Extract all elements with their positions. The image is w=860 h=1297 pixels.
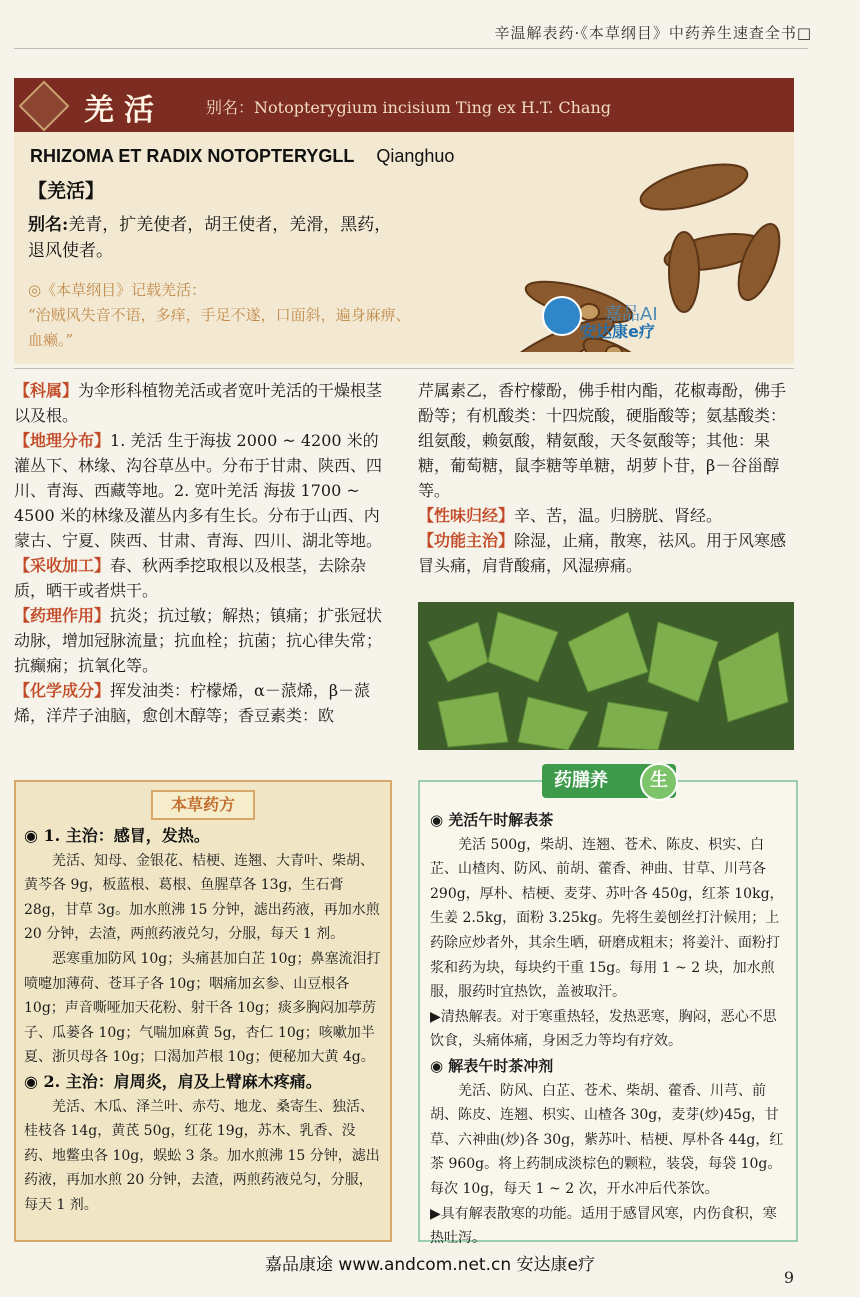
entry-taste bbox=[418, 503, 794, 528]
prescription-1-recipe: 羌活、知母、金银花、桔梗、连翘、大青叶、柴胡、黄芩各 9g，板蓝根、葛根、鱼腥草各 13g，生石膏 28g，甘草 3g。加水煎沸 15 分钟，滤出药液，再加水煎 20 分钟，去渣，两煎药液兑匀，分服，每天 1 剂。 bbox=[24, 852, 380, 943]
watermark-text-1: 嘉品AI bbox=[604, 304, 658, 325]
herb-alias-line: 别名：Notopterygium incisium Ting ex H.T. Chang bbox=[206, 98, 612, 117]
latin-text: RHIZOMA ET RADIX NOTOPTERYGLL bbox=[30, 146, 355, 166]
diet-therapy-box bbox=[418, 770, 798, 1247]
entry-text: 抗炎；抗过敏；解热；镇痛；扩张冠状动脉，增加冠脉流量；抗血栓；抗菌；抗心律失常；抗癫痫；抗氧化等。 bbox=[14, 606, 383, 675]
alias-label: 别名: bbox=[28, 215, 69, 235]
entry-distribution bbox=[14, 428, 392, 553]
intro-panel bbox=[14, 132, 794, 364]
quote-text: “治贼风失音不语，多痒，手足不遂，口面斜，遍身麻痹、血癞。” bbox=[28, 306, 411, 349]
diet-heading-badge: 生 bbox=[640, 763, 678, 801]
ornament-icon bbox=[19, 81, 70, 132]
diet-therapy-heading bbox=[542, 764, 676, 798]
prescription-content bbox=[24, 824, 382, 1218]
entry-chemistry bbox=[14, 678, 392, 728]
recipe-2-title: ◉ 解表午时茶冲剂 bbox=[430, 1056, 554, 1075]
entry-text: 挥发油类：柠檬烯，α－蒎烯，β－蒎烯，洋芹子油脑，愈创木醇等；香豆素类：欧 bbox=[14, 681, 371, 725]
entry-harvest bbox=[14, 553, 392, 603]
entry-tag: 【化学成分】 bbox=[14, 681, 111, 700]
entry-text: 除湿，止痛，散寒，祛风。用于风寒感冒头痛，肩背酸痛，风湿痹痛。 bbox=[418, 531, 787, 575]
prescription-heading: 本草药方 bbox=[151, 790, 255, 820]
prescription-1-variations: 恶寒重加防风 10g；头痛甚加白芷 10g；鼻塞流泪打喷嚏加薄荷、苍耳子各 10g；咽痛加玄参、山豆根各 10g；声音嘶哑加天花粉、射干各 10g；痰多胸闷加葶苈子、瓜蒌各 10g；气喘加麻黄 5g，杏仁 10g；咳嗽加半夏、浙贝母各 10g；口渴加芦根 10g；便秘加大黄 4g。 bbox=[24, 950, 381, 1066]
diet-therapy-content bbox=[430, 808, 786, 1251]
herb-subtitle: 【羌活】 bbox=[28, 180, 105, 202]
entry-tag: 【性味归经】 bbox=[418, 506, 515, 525]
prescription-2-title: ◉ 2. 主治：肩周炎，肩及上臂麻木疼痛。 bbox=[24, 1071, 322, 1091]
entry-text: 辛、苦，温。归膀胱、肾经。 bbox=[514, 506, 723, 525]
entry-tag: 【功能主治】 bbox=[418, 531, 515, 550]
recipe-2-method: 羌活、防风、白芷、苍术、柴胡、藿香、川芎、前胡、陈皮、连翘、枳实、山楂各 30g，麦芽(炒)45g，甘草、六神曲(炒)各 30g，紫苏叶、桔梗、厚朴各 44g，红茶 960g。将上药制成淡棕色的颗粒，装袋，每袋 10g。每次 10g，每天 1 ~ 2 次，开水冲后代茶饮。 bbox=[430, 1082, 784, 1197]
entry-text: 春、秋两季挖取根以及根茎，去除杂质，晒干或者烘干。 bbox=[14, 556, 367, 600]
entry-text: 芹属素乙，香柠檬酚，佛手柑内酯，花椒毒酚，佛手酚等；有机酸类：十四烷酸，硬脂酸等；氨基酸类：组氨酸，赖氨酸，精氨酸，天冬氨酸等；其他：果糖，葡萄糖，鼠李糖等单糖，胡萝卜苷，β－谷甾醇等。 bbox=[418, 381, 787, 500]
pinyin-name: Qianghuo bbox=[376, 146, 455, 166]
footer-watermark: 嘉品康途 www.andcom.net.cn 安达康e疗 bbox=[265, 1255, 595, 1275]
entry-chemistry-cont bbox=[418, 378, 794, 503]
recipe-1-method: 羌活 500g，柴胡、连翘、苍术、陈皮、枳实、白芷、山楂肉、防风、前胡、藿香、神曲、甘草、川芎各 290g，厚朴、桔梗、麦芽、苏叶各 450g，红茶 10kg，生姜 2.5kg，面粉 3.25kg。先将生姜刨丝打汁候用；上药除应炒者外，其余生晒，研磨成粗末；将姜汁、面粉打浆和药为块，每块约干重 15g。每用 1 ~ 2 块，加水煎服，服药时宜热饮，盖被取汗。 bbox=[430, 836, 784, 1001]
entry-function bbox=[418, 528, 794, 578]
entry-tag: 【采收加工】 bbox=[14, 556, 111, 575]
header-rule bbox=[14, 48, 808, 49]
herb-title: 羌活 bbox=[84, 93, 164, 128]
entry-tag: 【地理分布】 bbox=[14, 431, 111, 450]
watermark-logo-icon bbox=[542, 296, 582, 336]
section-divider bbox=[14, 368, 794, 369]
right-column bbox=[418, 378, 794, 578]
alias-paragraph bbox=[28, 212, 408, 264]
left-column bbox=[14, 378, 392, 728]
recipe-1-effect: ▶清热解表。对于寒重热轻，发热恶寒，胸闷，恶心不思饮食，头痛体痛，身困乏力等均有疗效。 bbox=[430, 1008, 777, 1050]
quote-block bbox=[28, 278, 413, 353]
prescription-1-title: ◉ 1. 主治：感冒，发热。 bbox=[24, 826, 210, 845]
entry-tag: 【科属】 bbox=[14, 381, 79, 400]
quote-title: ◎《本草纲目》记载羌活： bbox=[28, 281, 207, 299]
entry-tag: 【药理作用】 bbox=[14, 606, 111, 625]
entry-family bbox=[14, 378, 392, 428]
recipe-1-title: ◉ 羌活午时解表茶 bbox=[430, 811, 554, 829]
alias-text: 羌青，扩羌使者，胡王使者，羌滑，黑药，退风使者。 bbox=[28, 215, 392, 261]
watermark-text-2: 安达康e疗 bbox=[580, 322, 655, 341]
running-header: 辛温解表药·《本草纲目》中药养生速查全书□ bbox=[494, 24, 812, 42]
diet-heading-text: 药膳养 bbox=[554, 770, 608, 791]
entry-pharmacology bbox=[14, 603, 392, 678]
plant-leaf-image bbox=[418, 602, 794, 750]
latin-name bbox=[30, 146, 454, 167]
entry-text: 为伞形科植物羌活或者宽叶羌活的干燥根茎以及根。 bbox=[14, 381, 383, 425]
recipe-2-effect: ▶具有解表散寒的功能。适用于感冒风寒，内伤食积，寒热吐泻。 bbox=[430, 1205, 777, 1247]
prescription-2-recipe: 羌活、木瓜、泽兰叶、赤芍、地龙、桑寄生、独活、桂枝各 14g，黄芪 50g，红花 19g，苏木、乳香、没药、地鳖虫各 10g，蜈蚣 3 条。加水煎沸 15 分钟，滤出药液，再加水煎 20 分钟，去渣，两煎药液兑匀，分服，每天 1 剂。 bbox=[24, 1098, 380, 1213]
prescription-box bbox=[14, 780, 392, 1242]
page-number: 9 bbox=[783, 1268, 794, 1287]
entry-text: 1. 羌活 生于海拔 2000 ~ 4200 米的灌丛下、林缘、沟谷草丛中。分布于甘肃、陕西、四川、青海、西藏等地。2. 宽叶羌活 海拔 1700 ~ 4500 米的林缘及灌丛内多有生长。分布于山西、内蒙古、宁夏、陕西、甘肃、青海、四川、湖北等地。 bbox=[14, 431, 383, 550]
